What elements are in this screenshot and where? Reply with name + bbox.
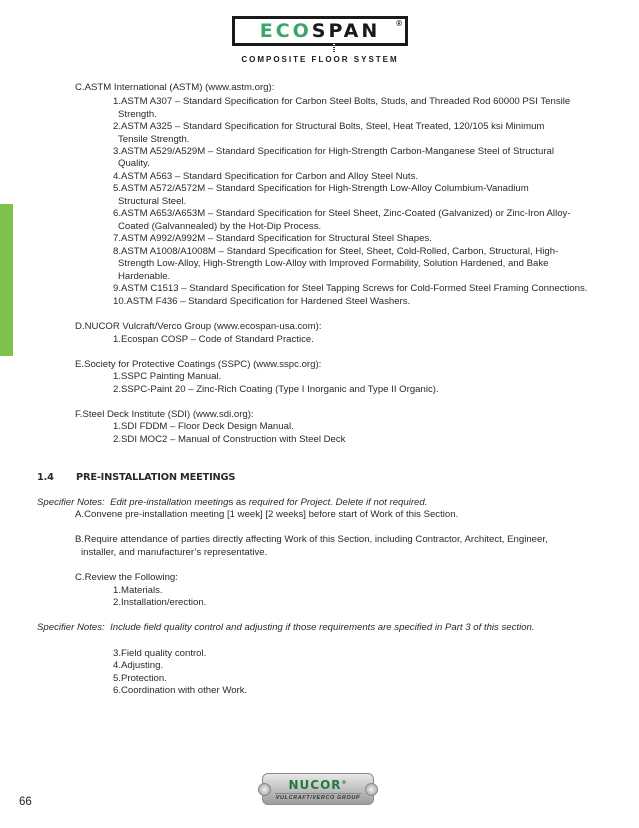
section-title: PRE-INSTALLATION MEETINGS bbox=[76, 472, 236, 483]
paragraph-c-title: C.Review the Following: bbox=[75, 572, 178, 583]
list-item: 8.ASTM A1008/A1008M – Standard Specification for Steel, Sheet, Cold-Rolled, Carbon, Structural, High- bbox=[113, 246, 559, 257]
list-item-cont: Tensile Strength. bbox=[118, 134, 190, 145]
section-heading bbox=[37, 472, 235, 484]
list-item: 7.ASTM A992/A992M – Standard Specification for Structural Steel Shapes. bbox=[113, 233, 432, 244]
side-tab-marker bbox=[0, 204, 13, 356]
list-item-cont: Coated (Galvannealed) by the Hot-Dip Process. bbox=[118, 221, 322, 232]
specifier-note-text: Edit pre-installation meeting bbox=[110, 497, 229, 508]
nucor-name-text: NUCOR bbox=[288, 778, 342, 792]
list-item-cont: Strength Low-Alloy, High-Strength Low-Alloy with Improved Formability, Solution Hardened, and Bake bbox=[118, 258, 549, 269]
registered-mark: ® bbox=[341, 780, 348, 786]
registered-mark: ® bbox=[396, 19, 402, 28]
list-item: 9.ASTM C1513 – Standard Specification for Steel Tapping Screws for Cold-Formed Steel Framing Connections. bbox=[113, 283, 588, 294]
specifier-note-text: as bbox=[233, 497, 249, 508]
list-item: 4.ASTM A563 – Standard Specification for Carbon and Alloy Steel Nuts. bbox=[113, 171, 419, 182]
screw-icon bbox=[333, 43, 335, 52]
nucor-subtitle: VULCRAFT/VERCO GROUP bbox=[275, 795, 361, 801]
list-item: 2.SSPC-Paint 20 – Zinc-Rich Coating (Type I Inorganic and Type II Organic). bbox=[113, 384, 439, 395]
list-item: 10.ASTM F436 – Standard Specification for Hardened Steel Washers. bbox=[113, 296, 411, 307]
nucor-logo bbox=[262, 773, 374, 805]
logo-span-text: SPAN bbox=[311, 19, 381, 42]
bolt-icon bbox=[258, 783, 271, 796]
section-e-title: E.Society for Protective Coatings (SSPC) (www.sspc.org): bbox=[75, 359, 322, 370]
list-item: 5.Protection. bbox=[113, 673, 167, 684]
list-item: 6.ASTM A653/A653M – Standard Specification for Steel Sheet, Zinc-Coated (Galvanized) or Zinc-Iron Alloy- bbox=[113, 208, 571, 219]
list-item: 2.SDI MOC2 – Manual of Construction with Steel Deck bbox=[113, 434, 346, 445]
list-item: 1.Ecospan COSP – Code of Standard Practice. bbox=[113, 334, 314, 345]
ecospan-logo-box bbox=[232, 16, 408, 46]
section-c-title: C.ASTM International (ASTM) (www.astm.org): bbox=[75, 82, 275, 93]
list-item-cont: Structural Steel. bbox=[118, 196, 187, 207]
logo-eco-text: ECO bbox=[259, 19, 312, 42]
logo-tagline: COMPOSITE FLOOR SYSTEM bbox=[241, 55, 399, 64]
ecospan-wordmark bbox=[259, 19, 381, 42]
list-item: 1.SDI FDDM – Floor Deck Design Manual. bbox=[113, 421, 294, 432]
paragraph-a: A.Convene pre-installation meeting [1 week] [2 weeks] before start of Work of this Section. bbox=[75, 509, 459, 520]
section-number: 1.4 bbox=[37, 472, 54, 483]
list-item: 6.Coordination with other Work. bbox=[113, 685, 248, 696]
specifier-note-text: Include field quality control and adjusting if those requirements are specified in Part 3 of this section. bbox=[110, 622, 535, 633]
section-f-title: F.Steel Deck Institute (SDI) (www.sdi.org): bbox=[75, 409, 254, 420]
specifier-note bbox=[37, 497, 427, 509]
specifier-note-text: s bbox=[228, 497, 234, 508]
specifier-note-label: Specifier Notes: bbox=[37, 622, 105, 633]
list-item: 4.Adjusting. bbox=[113, 660, 164, 671]
list-item: 3.ASTM A529/A529M – Standard Specification for High-Strength Carbon-Manganese Steel of Structural bbox=[113, 146, 555, 157]
list-item: 1.ASTM A307 – Standard Specification for Carbon Steel Bolts, Studs, and Threaded Rod 60000 PSI Tensile bbox=[113, 96, 571, 107]
list-item-cont: Quality. bbox=[118, 158, 150, 169]
list-item: 5.ASTM A572/A572M – Standard Specification for High-Strength Low-Alloy Columbium-Vanadium bbox=[113, 183, 529, 194]
specifier-note bbox=[37, 622, 535, 634]
list-item: 1.Materials. bbox=[113, 585, 163, 596]
list-item: 3.Field quality control. bbox=[113, 648, 207, 659]
page-number: 66 bbox=[19, 796, 32, 808]
list-item: 2.Installation/erection. bbox=[113, 597, 207, 608]
list-item: 1.SSPC Painting Manual. bbox=[113, 371, 222, 382]
specifier-note-text: required for Project. Delete if not required. bbox=[248, 497, 428, 508]
list-item-cont: Strength. bbox=[118, 109, 157, 120]
paragraph-b-cont: installer, and manufacturer’s representative. bbox=[81, 547, 268, 558]
nucor-wordmark bbox=[263, 777, 373, 792]
list-item: 2.ASTM A325 – Standard Specification for Structural Bolts, Steel, Heat Treated, 120/105 ksi Minimum bbox=[113, 121, 545, 132]
bolt-icon bbox=[365, 783, 378, 796]
list-item-cont: Hardenable. bbox=[118, 271, 171, 282]
section-d-title: D.NUCOR Vulcraft/Verco Group (www.ecospan-usa.com): bbox=[75, 321, 322, 332]
specifier-note-label: Specifier Notes: bbox=[37, 497, 105, 508]
ecospan-logo bbox=[228, 16, 412, 64]
paragraph-b: B.Require attendance of parties directly affecting Work of this Section, including Contractor, Architect, Engineer, bbox=[75, 534, 548, 545]
